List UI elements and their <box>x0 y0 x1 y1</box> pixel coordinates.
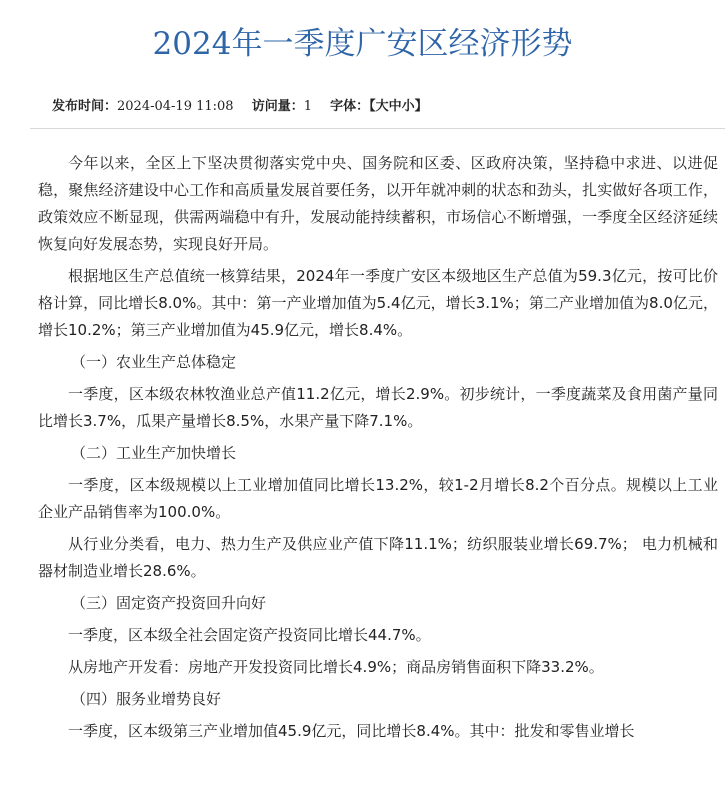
paragraph-intro: 今年以来，全区上下坚决贯彻落实党中央、国务院和区委、区政府决策，坚持稳中求进、以进促稳，聚焦经济建设中心工作和高质量发展首要任务，以开年就冲刺的状态和劲头，扎实做好各项工作，政策效应不断显现，供需两端稳中有升，发展动能持续蓄积，市场信心不断增强，一季度全区经济延续恢复向好发展态势，实现良好开局。 <box>38 154 718 253</box>
page-title: 2024年一季度广安区经济形势 <box>152 26 573 62</box>
font-size-control[interactable]: 【大中小】 <box>369 99 428 114</box>
paragraph-industry: 一季度，区本级规模以上工业增加值同比增长13.2%，较1-2月增长8.2个百分点。规模以上工业企业产品销售率为100.0%。 <box>38 476 718 521</box>
article-body <box>38 150 718 750</box>
visit-count-value: 1 <box>303 99 313 114</box>
section-heading-industry: （二）工业生产加快增长 <box>71 444 237 462</box>
font-size-label: 字体： <box>330 99 370 114</box>
visit-count-label: 访问量： <box>251 99 304 114</box>
section-heading-investment: （三）固定资产投资回升向好 <box>71 594 267 612</box>
section-heading-services: （四）服务业增势良好 <box>71 690 222 708</box>
paragraph-real-estate: 从房地产开发看：房地产开发投资同比增长4.9%；商品房销售面积下降33.2%。 <box>68 658 604 676</box>
article-meta <box>52 97 428 117</box>
paragraph-gdp: 根据地区生产总值统一核算结果，2024年一季度广安区本级地区生产总值为59.3亿元，按可比价格计算，同比增长8.0%。其中：第一产业增加值为5.4亿元，增长3.1%；第二产业增加值为8.0亿元，增长10.2%；第三产业增加值为45.9亿元，增长8.4%。 <box>38 267 718 339</box>
paragraph-industry-sectors: 从行业分类看，电力、热力生产及供应业产值下降11.1%；纺织服装业增长69.7%； 电力机械和器材制造业增长28.6%。 <box>38 535 718 580</box>
paragraph-investment: 一季度，区本级全社会固定资产投资同比增长44.7%。 <box>68 626 431 644</box>
section-heading-agriculture: （一）农业生产总体稳定 <box>71 353 237 371</box>
header-divider <box>30 128 725 129</box>
publish-time-label: 发布时间： <box>52 99 118 114</box>
paragraph-agriculture: 一季度，区本级农林牧渔业总产值11.2亿元，增长2.9%。初步统计，一季度蔬菜及食用菌产量同比增长3.7%，瓜果产量增长8.5%，水果产量下降7.1%。 <box>38 385 718 430</box>
publish-time-value: 2024-04-19 11:08 <box>117 99 234 114</box>
paragraph-services: 一季度，区本级第三产业增加值45.9亿元，同比增长8.4%。其中：批发和零售业增长 <box>68 722 635 740</box>
